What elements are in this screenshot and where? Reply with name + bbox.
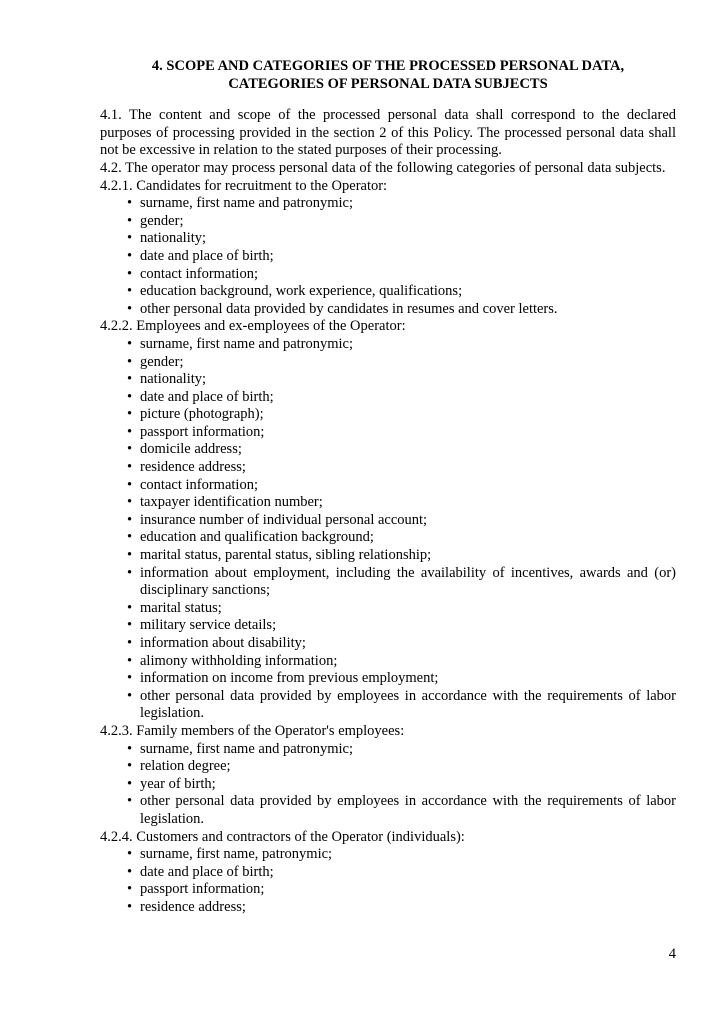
list-item-text: surname, first name and patronymic; (140, 335, 354, 352)
list-item-text: date and place of birth; (140, 388, 274, 405)
list-item-text: relation degree; (140, 758, 231, 775)
bullet-icon: • (127, 564, 133, 581)
bullet-icon: • (127, 635, 133, 651)
bullet-icon: • (127, 617, 133, 634)
list-item-text: date and place of birth; (140, 247, 274, 264)
subsection-heading-4-2-2: 4.2.2. Employees and ex-employees of the Operator: (100, 318, 406, 335)
list-item (127, 512, 676, 530)
bullet-icon: • (127, 371, 133, 388)
bullet-icon: • (127, 388, 133, 405)
bullet-icon: • (127, 335, 133, 352)
list-item-text: alimony withholding information; (140, 652, 338, 669)
subsection-heading-4-2-3: 4.2.3. Family members of the Operator's employees: (100, 722, 405, 739)
bullet-icon: • (127, 511, 133, 528)
list-item (127, 406, 676, 424)
list-item (127, 354, 676, 372)
list-item-text: other personal data provided by employees in accordance with the requirements of labor legislation. (140, 687, 676, 722)
list-item (127, 195, 676, 213)
list-item-text: contact information; (140, 265, 258, 282)
list-item-text: gender; (140, 353, 184, 370)
list-item (127, 336, 676, 354)
list-item-text: nationality; (140, 371, 207, 388)
subsection-heading-4-2-1: 4.2.1. Candidates for recruitment to the Operator: (100, 177, 388, 194)
list-item-text: contact information; (140, 476, 258, 493)
list-item-text: information on income from previous employment; (140, 670, 439, 687)
list-item (127, 459, 676, 477)
list-item (127, 248, 676, 266)
list-item (127, 547, 676, 565)
bullet-icon: • (127, 652, 133, 669)
bullet-icon: • (127, 599, 133, 616)
list-item (127, 213, 676, 231)
list-item-text: taxpayer identification number; (140, 494, 323, 511)
list-item-text: education background, work experience, qualifications; (140, 283, 463, 300)
heading-line-1: 4. SCOPE AND CATEGORIES OF THE PROCESSED PERSONAL DATA, (151, 58, 625, 74)
list-item (127, 653, 676, 671)
family-members-list (100, 741, 676, 829)
list-item (127, 477, 676, 495)
bullet-icon: • (127, 758, 133, 775)
list-item (127, 899, 676, 917)
bullet-icon: • (127, 863, 133, 880)
list-item (127, 635, 676, 653)
employees-list (100, 336, 676, 723)
list-item (127, 529, 676, 547)
bullet-icon: • (127, 195, 133, 212)
bullet-icon: • (127, 230, 133, 247)
list-item-text: date and place of birth; (140, 863, 274, 880)
bullet-icon: • (127, 670, 133, 687)
list-item (127, 230, 676, 248)
list-item-text: residence address; (140, 459, 246, 476)
bullet-icon: • (127, 529, 133, 546)
list-item (127, 688, 676, 723)
list-item (127, 670, 676, 688)
candidates-list (100, 195, 676, 318)
list-item-text: gender; (140, 212, 184, 229)
list-item (127, 776, 676, 794)
list-item-text: surname, first name and patronymic; (140, 195, 354, 212)
list-item-text: passport information; (140, 881, 265, 898)
list-item (127, 283, 676, 301)
list-item-text: domicile address; (140, 441, 242, 458)
list-item (127, 424, 676, 442)
list-item-text: passport information; (140, 423, 265, 440)
list-item (127, 846, 676, 864)
list-item (127, 301, 676, 319)
bullet-icon: • (127, 881, 133, 898)
list-item (127, 371, 676, 389)
list-item (127, 494, 676, 512)
list-item-text: information about employment, including the availability of incentives, awards and (or) disciplinary sanctions; (140, 564, 676, 599)
paragraph-4-2: 4.2. The operator may process personal data of the following categories of personal data subjects. (100, 159, 666, 176)
bullet-icon: • (127, 740, 133, 757)
list-item-text: military service details; (140, 617, 277, 634)
list-item-text: marital status; (140, 599, 222, 616)
bullet-icon: • (127, 459, 133, 476)
bullet-icon: • (127, 300, 133, 317)
bullet-icon: • (127, 441, 133, 458)
list-item (127, 617, 676, 635)
bullet-icon: • (127, 353, 133, 370)
heading-line-2: CATEGORIES OF PERSONAL DATA SUBJECTS (228, 75, 548, 92)
bullet-icon: • (127, 265, 133, 282)
bullet-icon: • (127, 898, 133, 915)
page-number: 4 (668, 946, 676, 962)
list-item (127, 565, 676, 600)
list-item (127, 441, 676, 459)
list-item-text: surname, first name, patronymic; (140, 846, 333, 863)
bullet-icon: • (127, 476, 133, 493)
list-item-text: surname, first name and patronymic; (140, 740, 354, 757)
customers-list (100, 846, 676, 916)
list-item (127, 881, 676, 899)
bullet-icon: • (127, 547, 133, 564)
subsection-heading-4-2-4: 4.2.4. Customers and contractors of the Operator (individuals): (100, 828, 465, 845)
list-item-text: other personal data provided by candidates in resumes and cover letters. (140, 300, 558, 317)
section-heading (100, 58, 676, 93)
list-item (127, 793, 676, 828)
list-item (127, 741, 676, 759)
list-item-text: information about disability; (140, 635, 306, 651)
bullet-icon: • (127, 687, 133, 704)
list-item (127, 864, 676, 882)
list-item-text: education and qualification background; (140, 529, 374, 546)
list-item (127, 600, 676, 618)
bullet-icon: • (127, 423, 133, 440)
list-item-text: other personal data provided by employees in accordance with the requirements of labor legislation. (140, 793, 676, 827)
bullet-icon: • (127, 494, 133, 511)
list-item-text: nationality; (140, 230, 207, 247)
list-item (127, 266, 676, 284)
bullet-icon: • (127, 283, 133, 300)
list-item (127, 389, 676, 407)
list-item-text: insurance number of individual personal account; (140, 511, 428, 528)
list-item-text: residence address; (140, 898, 246, 915)
bullet-icon: • (127, 775, 133, 792)
document-content (100, 58, 676, 917)
list-item-text: picture (photograph); (140, 406, 264, 423)
bullet-icon: • (127, 247, 133, 264)
bullet-icon: • (127, 846, 133, 863)
list-item (127, 758, 676, 776)
bullet-icon: • (127, 212, 133, 229)
paragraph-4-1: 4.1. The content and scope of the processed personal data shall correspond to the declared purposes of processing provided in the section 2 of this Policy. The processed personal data shall not be excessive in relation to the stated purposes of their processing. (100, 107, 676, 159)
list-item-text: marital status, parental status, sibling relationship; (140, 547, 432, 564)
bullet-icon: • (127, 793, 133, 810)
list-item-text: year of birth; (140, 775, 216, 792)
bullet-icon: • (127, 406, 133, 423)
